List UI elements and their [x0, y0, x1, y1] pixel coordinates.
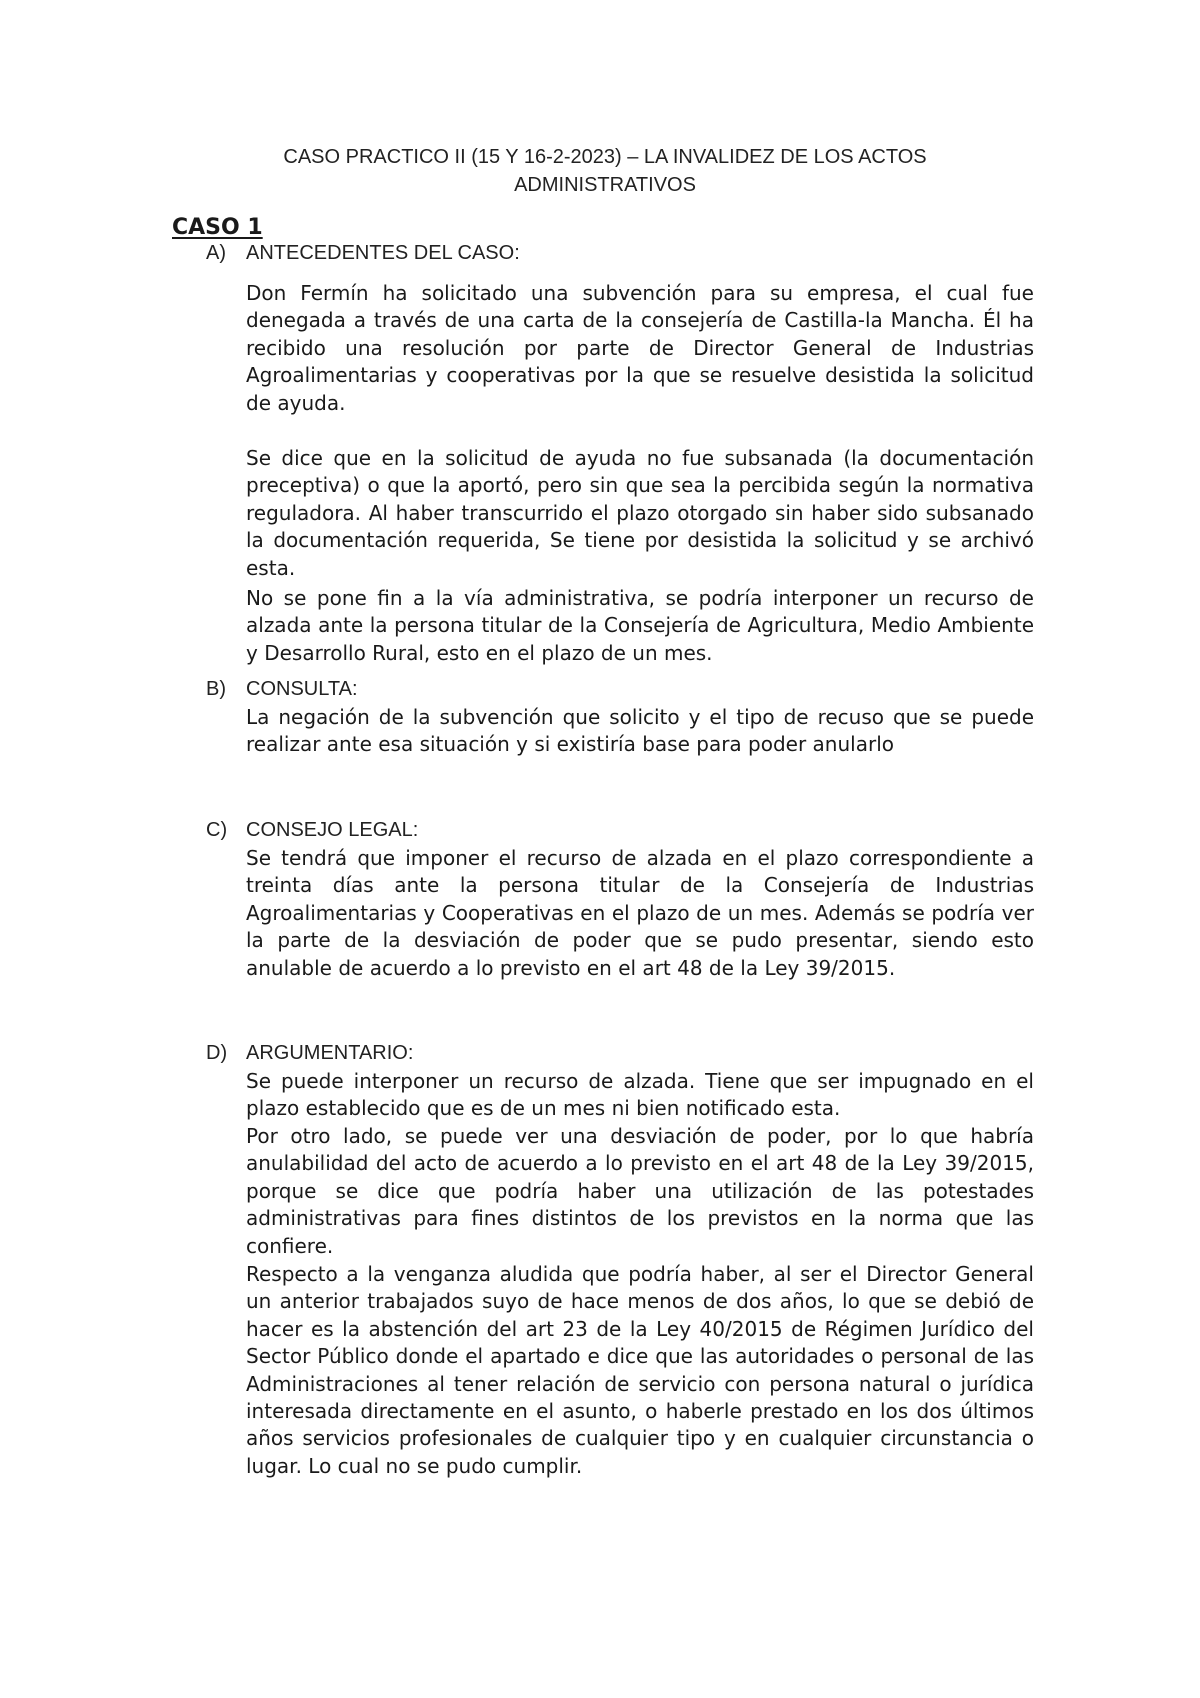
section-letter: C)	[206, 819, 228, 841]
paragraph: La negación de la subvención que solicito y el tipo de recuso que se puede realizar ante esa situación y si existiría base para poder anularlo	[246, 705, 1034, 757]
section-letter: A)	[206, 242, 226, 264]
section-title: CONSULTA:	[246, 678, 358, 700]
case-heading: CASO 1	[172, 215, 263, 240]
paragraph: Por otro lado, se puede ver una desviación de poder, por lo que habría anulabilidad del acto de acuerdo a lo previsto en el art 48 de la Ley 39/2015, porque se dice que podría haber una utilización de las potestades administrativas para fines distintos de los previstos en la norma que las confiere.	[246, 1124, 1034, 1258]
section-title: CONSEJO LEGAL:	[246, 819, 419, 841]
document-title	[170, 143, 1040, 199]
paragraph: Respecto a la venganza aludida que podría haber, al ser el Director General un anterior trabajados suyo de hace menos de dos años, lo que se debió de hacer es la abstención del art 23 de la Ley 40/2015 de Régimen Jurídico del Sector Público donde el apartado e dice que las autoridades o personal de las Administraciones al tener relación de servicio con persona natural o jurídica interesada directamente en el asunto, o haberle prestado en los dos últimos años servicios profesionales de cualquier tipo y en cualquier circunstancia o lugar. Lo cual no se pudo cumplir.	[246, 1262, 1034, 1478]
section-title: ARGUMENTARIO:	[246, 1042, 414, 1064]
paragraph: Don Fermín ha solicitado una subvención para su empresa, el cual fue denegada a través de una carta de la consejería de Castilla-la Mancha. Él ha recibido una resolución por parte de Director General de Industrias Agroalimentarias y cooperativas por la que se resuelve desistida la solicitud de ayuda.	[246, 281, 1034, 415]
paragraph: No se pone fin a la vía administrativa, se podría interponer un recurso de alzada ante la persona titular de la Consejería de Agricultura, Medio Ambiente y Desarrollo Rural, esto en el plazo de un mes.	[246, 586, 1034, 665]
section-letter: B)	[206, 678, 226, 700]
paragraph: Se tendrá que imponer el recurso de alzada en el plazo correspondiente a treinta días ante la persona titular de la Consejería de Industrias Agroalimentarias y Cooperativas en el plazo de un mes. Además se podría ver la parte de la desviación de poder que se pudo presentar, siendo esto anulable de acuerdo a lo previsto en el art 48 de la Ley 39/2015.	[246, 846, 1034, 980]
section-letter: D)	[206, 1042, 228, 1064]
document-title-line-1: CASO PRACTICO II (15 Y 16-2-2023) – LA INVALIDEZ DE LOS ACTOS	[283, 146, 927, 168]
section-title: ANTECEDENTES DEL CASO:	[246, 242, 520, 264]
document-title-line-2: ADMINISTRATIVOS	[514, 174, 696, 196]
paragraph: Se dice que en la solicitud de ayuda no fue subsanada (la documentación preceptiva) o que la aportó, pero sin que sea la percibida según la normativa reguladora. Al haber transcurrido el plazo otorgado sin haber sido subsanado la documentación requerida, Se tiene por desistida la solicitud y se archivó esta.	[246, 446, 1034, 580]
paragraph: Se puede interponer un recurso de alzada. Tiene que ser impugnado en el plazo establecido que es de un mes ni bien notificado esta.	[246, 1069, 1034, 1121]
